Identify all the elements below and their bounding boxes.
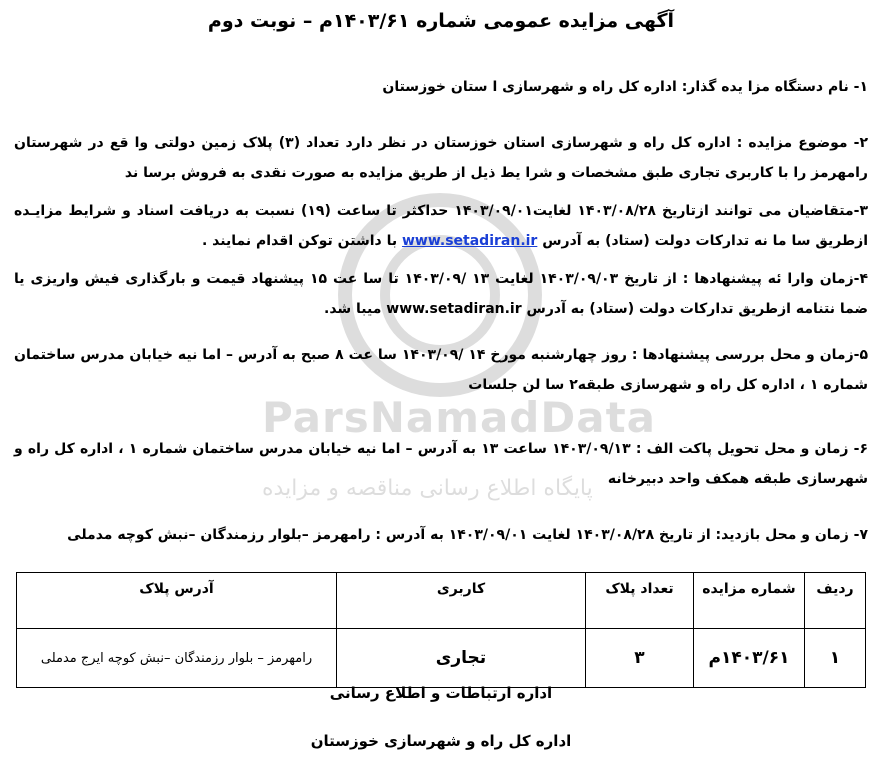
item-documents [14, 196, 868, 256]
item-review: ۵-زمان و محل بررسی پیشنهادها : روز چهارشنبه مورخ ۱۴ /۱۴۰۳/۰۹ سا عت ۸ صبح به آدرس – اما نیه خیابان مدرس ساختمان شماره ۱ ، اداره کل راه و شهرسازی طبقه۲ سا لن جلسات [14, 347, 868, 393]
item-delivery: ۶- زمان و محل تحویل پاکت الف : ۱۴۰۳/۰۹/۱۳ ساعت ۱۳ به آدرس – اما نیه خیابان مدرس ساختمان شماره ۱ ، اداره کل راه و شهرسازی طبقه همکف واحد دبیرخانه [14, 441, 868, 487]
cell-row-no: ۱ [805, 629, 866, 688]
watermark-name: ParsNamadData [262, 393, 656, 442]
setadiran-link[interactable]: www.setadiran.ir [401, 233, 538, 249]
header-auction-number: شماره مزایده [694, 573, 805, 629]
notice-title: آگهی مزایده عمومی شماره ۱۴۰۳/۶۱م – نوبت دوم [207, 10, 675, 32]
header-usage: کاربری [337, 573, 586, 629]
item-submission: ۴-زمان وارا ئه پیشنهادها : از تاریخ ۱۴۰۳/۰۹/۰۳ لغایت ۱۳ /۱۴۰۳/۰۹ تا سا عت ۱۵ پیشنهاد قیمت و بارگذاری فیش واریزی یا ضما نتنامه ازطریق تدارکات دولت (ستاد) به آدرس www.setadiran.ir میبا شد. [14, 271, 868, 317]
item-visit: ۷- زمان و محل بازدید: از تاریخ ۱۴۰۳/۰۸/۲۸ لغایت ۱۴۰۳/۰۹/۰۱ به آدرس : رامهرمز –بلوار رزمندگان –نبش کوچه مدملی [67, 527, 868, 543]
table-header-row [17, 573, 866, 629]
item-organizer: ۱- نام دستگاه مزا یده گذار: اداره کل راه و شهرسازی ا ستان خوزستان [382, 79, 868, 95]
item-documents-tail: با داشتن توکن اقدام نمایند . [201, 233, 398, 249]
cell-auction-number: ۱۴۰۳/۶۱م [694, 629, 805, 688]
cell-usage: تجاری [337, 629, 586, 688]
item-subject: ۲- موضوع مزایده : اداره کل راه و شهرسازی استان خوزستان در نظر دارد تعداد (۳) پلاک زمین دولتی وا قع در شهرستان رامهرمز را با کاربری تجاری طبق مشخصات و شرا یط ذیل از طریق مزایده به صورت نقدی به فروش برسا ند [14, 135, 868, 181]
cell-plot-count: ۳ [586, 629, 694, 688]
footer-organization: اداره کل راه و شهرسازی خوزستان [310, 732, 572, 750]
header-plot-address: آدرس پلاک [17, 573, 337, 629]
cell-plot-address: رامهرمز – بلوار رزمندگان –نبش کوچه ایرج مدملی [17, 629, 337, 688]
header-row-no: ردیف [805, 573, 866, 629]
plots-table [16, 572, 866, 688]
table-row [17, 629, 866, 688]
header-plot-count: تعداد پلاک [586, 573, 694, 629]
item-documents-text: ۳-متقاضیان می توانند ازتاریخ ۱۴۰۳/۰۸/۲۸ لغایت۱۴۰۳/۰۹/۰۱ حداکثر تا ساعت (۱۹) نسبت به دریافت اسناد و شرایط مزایـده ازطریق سا ما نه تدارکات دولت (ستاد) به آدرس [14, 203, 868, 249]
watermark-subtitle: پایگاه اطلاع رسانی مناقصه و مزایده [262, 476, 593, 501]
footer-department: اداره ارتباطات و اطلاع رسانی [329, 684, 553, 702]
